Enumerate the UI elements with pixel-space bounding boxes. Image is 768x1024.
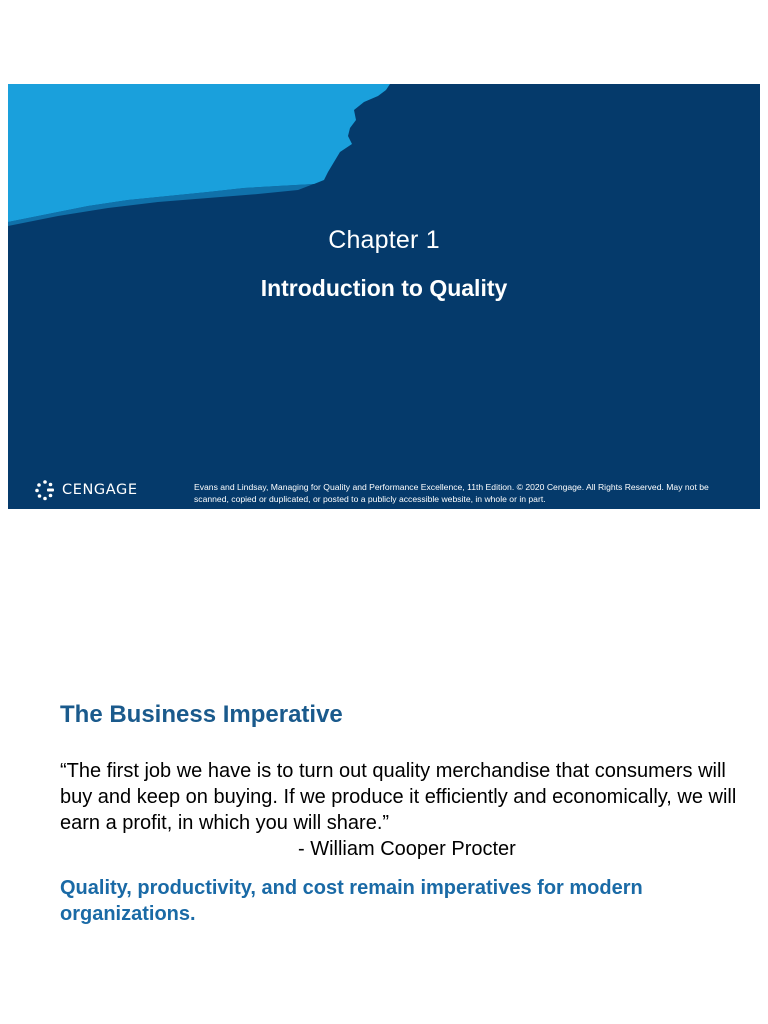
cengage-logo-icon [34,479,56,501]
logo-text: CENGAGE [62,482,138,498]
title-slide [8,84,760,509]
copyright-notice: Evans and Lindsay, Managing for Quality and Performance Excellence, 11th Edition. © 2020 Cengage. All Rights Reserved. May not be scanned, copied or duplicated, or posted to a publicly accessible website, in whole or in part. [194,482,709,504]
chapter-subtitle: Introduction to Quality [260,275,508,301]
slide-title: The Business Imperative [60,701,343,728]
quote-attribution: - William Cooper Procter [298,838,516,860]
chapter-title: Chapter 1 [328,226,440,254]
cengage-logo [34,478,138,502]
quote-text: “The first job we have is to turn out quality merchandise that consumers will buy and keep on buying. If we produce it efficiently and economically, we will earn a profit, in which you will share.” [60,760,737,834]
key-takeaway: Quality, productivity, and cost remain imperatives for modern organizations. [60,877,643,925]
